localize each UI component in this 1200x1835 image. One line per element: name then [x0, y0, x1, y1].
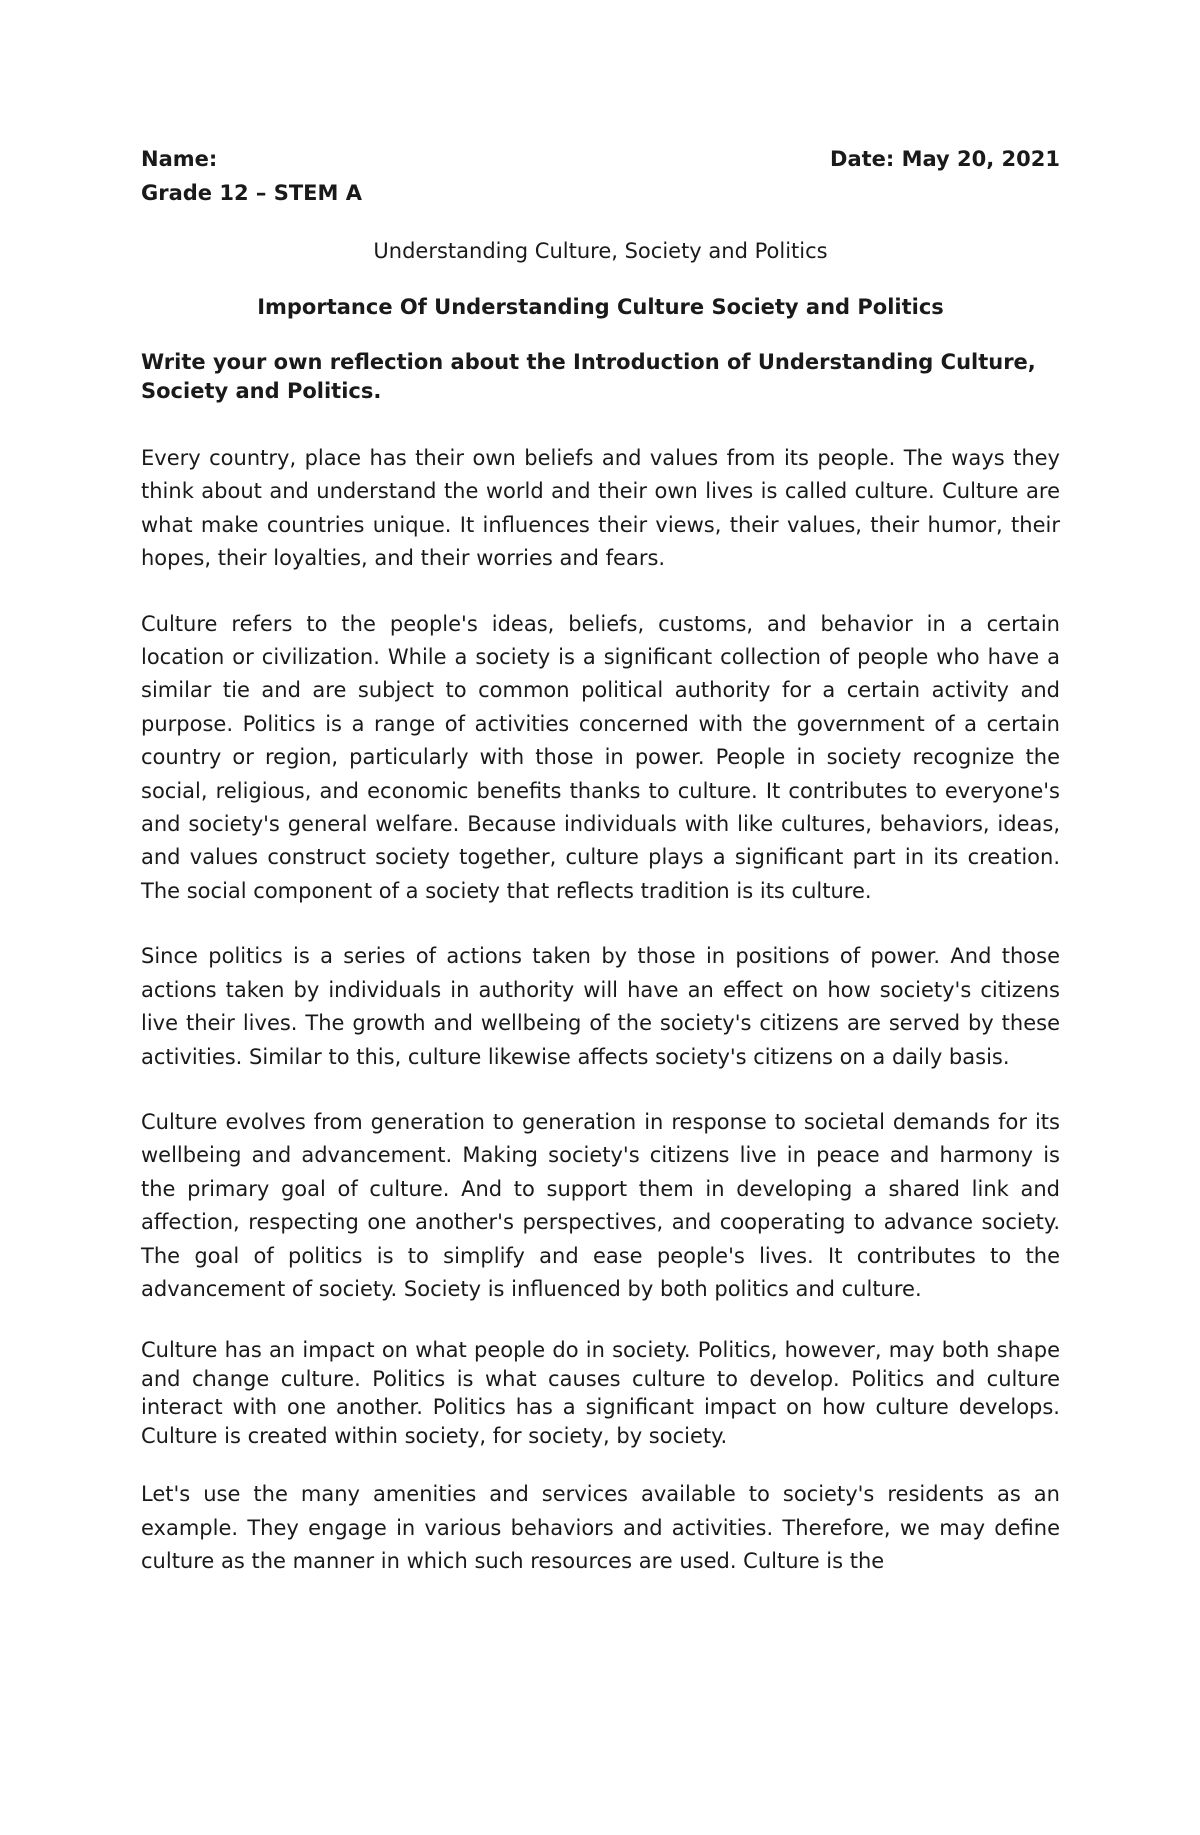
header-row [141, 142, 1060, 176]
paragraph-2: Culture refers to the people's ideas, beliefs, customs, and behavior in a certain location or civilization. While a society is a significant collection of people who have a similar tie and are subject to common political authority for a certain activity and purpose. Politics is a range of activities concerned with the government of a certain country or region, particularly with those in power. People in society recognize the social, religious, and economic benefits thanks to culture. It contributes to everyone's and society's general welfare. Because individuals with like cultures, behaviors, ideas, and values construct society together, culture plays a significant part in its creation. The social component of a society that reflects tradition is its culture. [141, 611, 1060, 903]
grade-section: Grade 12 – STEM A [141, 181, 362, 205]
paragraph-4: Culture evolves from generation to generation in response to societal demands for its wellbeing and advancement. Making society's citizens live in peace and harmony is the primary goal of culture. And to support them in developing a shared link and affection, respecting one another's perspectives, and cooperating to advance society. The goal of politics is to simplify and ease people's lives. It contributes to the advancement of society. Society is influenced by both politics and culture. [141, 1109, 1060, 1301]
name-label: Name: [141, 147, 218, 171]
paragraph-3: Since politics is a series of actions taken by those in positions of power. And those actions taken by individuals in authority will have an effect on how society's citizens live their lives. The growth and wellbeing of the society's citizens are served by these activities. Similar to this, culture likewise affects society's citizens on a daily basis. [141, 944, 1060, 1069]
paragraph-6: Let's use the many amenities and services available to society's residents as an example. They engage in various behaviors and activities. Therefore, we may define culture as the manner in which such resources are used. Culture is the [141, 1482, 1060, 1574]
subject-heading: Understanding Culture, Society and Politics [373, 239, 828, 263]
paragraph-1: Every country, place has their own beliefs and values from its people. The ways they think about and understand the world and their own lives is called culture. Culture are what make countries unique. It influences their views, their values, their humor, their hopes, their loyalties, and their worries and fears. [141, 446, 1060, 571]
paragraph-5: Culture has an impact on what people do in society. Politics, however, may both shape and change culture. Politics is what causes culture to develop. Politics and culture interact with one another. Politics has a significant impact on how culture develops. Culture is created within society, for society, by society. [141, 1338, 1060, 1448]
instruction-text: Write your own reflection about the Introduction of Understanding Culture, Society and Politics. [141, 350, 1036, 403]
document-page [141, 142, 1060, 1579]
date-label: Date: May 20, 2021 [830, 147, 1060, 171]
document-title: Importance Of Understanding Culture Society and Politics [257, 295, 944, 319]
